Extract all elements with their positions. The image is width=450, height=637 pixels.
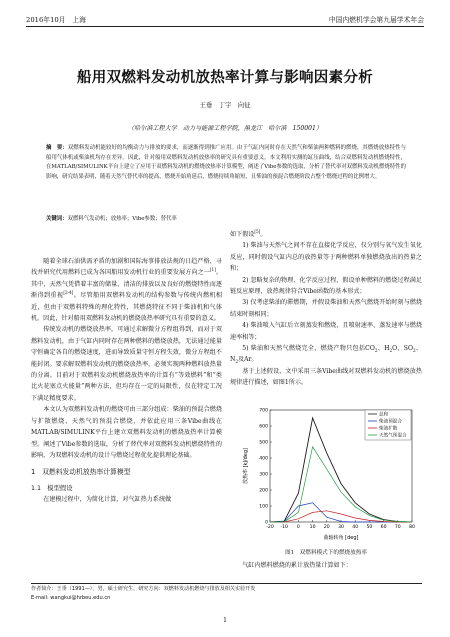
section-heading-1: 1 双燃料发动机放热率计算模型	[31, 468, 131, 477]
abstract	[46, 144, 406, 182]
y-tick-label: 500	[259, 440, 268, 446]
x-tick-label: -10	[280, 525, 288, 530]
right-column	[230, 229, 422, 389]
x-tick-label: 10	[309, 525, 316, 530]
x-tick-label: -20	[266, 525, 274, 530]
cumulative-heat-intro: 气缸内燃料燃烧的累计放热量计算如下：	[242, 562, 352, 569]
citation-5[interactable]: [5]	[254, 228, 261, 234]
x-tick-label: 80	[409, 525, 415, 530]
authors: 王垂 丁宇 向征	[199, 101, 251, 109]
header-rule	[26, 26, 424, 27]
subsection-heading-1-1: 1.1 模型假设	[31, 484, 73, 492]
x-tick-label: 40	[352, 525, 359, 530]
y-tick-label: 700	[259, 408, 268, 414]
running-header	[26, 8, 424, 24]
legend-label-3: 柴油扩散	[379, 426, 398, 432]
y-tick-label: 0	[265, 520, 268, 526]
intro-paragraph-1: 随着全球石油供需矛盾的加剧和国际海事排放法规的日趋严格，寻找并研究代用燃料已成为各国船用发动机行业的重要发展方向之一[1]。其中，天然气凭借着丰富的储量、清洁的排放以及良好的燃烧特性而逐渐得到重视[2-4]。尽管船用双燃料发动机的结构参数与传统内燃机相近，但由于双燃料特殊的理化特性，其燃烧特征不同于柴油机和气体机。因此，针对船用双燃料发动机的燃烧放热率研究具有重要的意义。	[31, 258, 223, 323]
header-date-location: 2016年10月 上海	[26, 16, 86, 24]
intro-paragraph-2: 传统发动机的燃烧放热率，可通过求解微分方程组得到，而对于双燃料发动机，由于气缸内同时存在两种燃料的燃烧放热，无法通过能量守恒确定各自的燃烧速度，进而导致质量守恒方程失效，微分方程组不能封闭。要求解双燃料发动机的燃烧放热率，必须实现两种燃料放热量的分离。目前对于双燃料发动机燃烧放热率的计算有“等效燃料”和“类比火花塞点火能量”两种方法，但均存在一定的局限性，仅在特定工况下满足精度要求。	[31, 326, 222, 402]
intro-paragraph-3: 本文认为双燃料发动机的燃烧可由三部分组成：柴油的预混合燃烧与扩散燃烧、天然气的预混合燃烧，并依此应用三条Vibe曲线在MATLAB/SIMULINK平台上建立双燃料发动机的燃烧放热率计算模型。阐述了Vibe参数的选取，分析了替代率对双燃料发动机燃烧特性的影响，为双燃料发动机的设计与燃烧过程优化提供理论基础。	[31, 406, 222, 459]
x-tick-label: 30	[338, 525, 344, 530]
figure-1-caption: 图1 双燃料模式下的燃烧放热率	[285, 550, 367, 556]
author-bio: 作者简介：王垂（1991—），男，硕士研究生，研究方向：双燃料发动机燃烧与排放及相关实验开发	[31, 586, 256, 592]
citation-2-4[interactable]: [2-4]	[63, 290, 74, 296]
legend-label-2: 柴油预混合	[379, 419, 402, 425]
vibe-description: 基于上述假设，文中采用三条Vibe曲线对双燃料发动机的燃烧放热规律进行描述，如图1所示。	[230, 367, 422, 387]
x-tick-label: 60	[380, 525, 387, 530]
assumption-1: 1) 柴油与天然气之间不存在直接化学反应，仅分别与氧气发生氧化反应，同时假设气缸内总的放热量等于两种燃料单独燃烧放出的热量之和；	[230, 242, 422, 273]
series-line-4	[270, 447, 412, 522]
assumption-3: 3) 仅考虑柴油的滞燃期，并假设柴油和天然气燃烧开始时刻与燃烧结束时刻相同；	[230, 299, 422, 318]
assumption-5: 5) 柴油和天然气燃烧完全，燃烧产物只包括$CO_2$、$H_2O$、$SO_2$、$N_2$及Ar。	[230, 345, 423, 365]
assumption-4: 4) 柴油喷入气缸后立刻蒸发和燃烧，且喷射速率、蒸发速率与燃烧速率相等；	[230, 322, 422, 341]
assumption-intro: 如下假设[5]。	[230, 228, 267, 238]
y-tick-label: 200	[259, 488, 268, 494]
x-tick-label: 0	[296, 525, 300, 530]
x-tick-label: 70	[394, 525, 401, 530]
footnote-rule	[31, 583, 422, 584]
y-axis-label: 放热率 [kJ/deg]	[243, 448, 249, 484]
assumption-2: 2) 忽略复杂的物理、化学反应过程，假设单种燃料的燃烧过程满足链反应原理，放热规律符合Vibe函数的基本形式；	[230, 276, 422, 296]
y-tick-label: 100	[259, 504, 268, 510]
author-email[interactable]: E-mail: wangkui@hrbeu.edu.cn	[31, 595, 111, 601]
keywords-label: 关键词：	[46, 216, 68, 222]
citation-1[interactable]: [1]	[209, 267, 216, 273]
y-tick-label: 400	[259, 456, 268, 462]
left-column	[31, 256, 222, 506]
legend-label-1: 总和	[379, 412, 389, 418]
header-conference: 中国内燃机学会第九届学术年会	[328, 16, 424, 24]
abstract-label: 摘 要：	[46, 145, 68, 151]
model-paragraph: 在建模过程中，为简化计算，对气缸热力系统做	[43, 496, 172, 504]
series-line-2	[270, 503, 412, 522]
x-axis-label: 曲轴转角 [deg]	[323, 535, 359, 541]
legend-label-4: 天然气预混合	[379, 433, 407, 439]
y-tick-label: 600	[259, 424, 268, 430]
keywords	[46, 215, 406, 224]
x-tick-label: 50	[366, 525, 373, 530]
abstract-text: 双燃料发动机能较好的均衡动力与排放的要求，而逐渐得到推广应用。由于气缸内同时存在天然气和柴油两种燃料的燃烧，其燃烧放热特性与船用气体机或柴油机均存在差异。因此，针对船用双燃料发动机放热率的研究具有重要意义。本文利用实测的缸压曲线，结合双燃料发动机燃烧特性，在MATLAB/SIMULINK平台上建立了应用于双燃料发动机的燃烧放热率计算模型，阐述了Vibe参数的选取，分析了替代率对双燃料发动机燃烧特性的影响，研究结果表明，随着天然气替代率的提高，燃烧开始角延后，燃烧持续角缩短，且柴油的预混合燃烧阶段占整个燃烧过程的比例增大。	[46, 145, 406, 180]
keywords-text: 双燃料气发动机；放热率；Vibe参数；替代率	[67, 216, 177, 222]
affiliation: （哈尔滨工程大学 动力与能源工程学院，黑龙江 哈尔滨 150001）	[128, 125, 322, 132]
page-number: 1	[223, 617, 227, 624]
paper-title: 船用双燃料发动机放热率计算与影响因素分析	[77, 70, 373, 86]
heat-release-rate-chart	[240, 404, 420, 544]
x-tick-label: 20	[323, 525, 330, 530]
y-tick-label: 300	[259, 472, 268, 478]
footnote	[31, 585, 422, 603]
